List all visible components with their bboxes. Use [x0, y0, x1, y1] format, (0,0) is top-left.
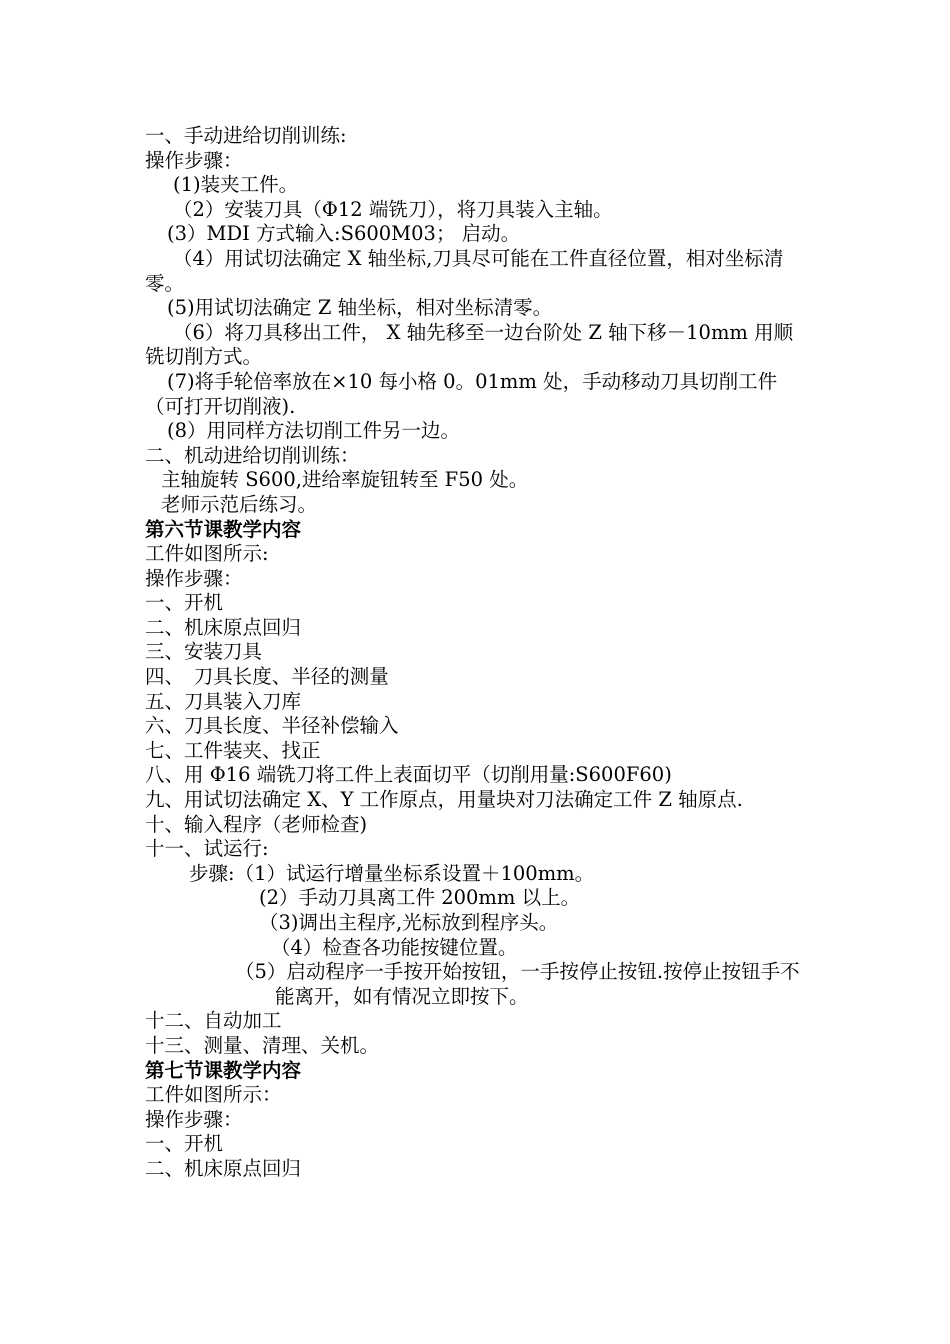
lesson-7-steps-label: 操作步骤：: [145, 1107, 243, 1131]
trial-run-step-2: (2）手动刀具离工件 200mm 以上。: [259, 886, 581, 910]
trial-run-step-5: （5）启动程序一手按开始按钮，一手按停止按钮.按停止按钮手不能离开，如有情况立即按下。: [235, 960, 800, 1008]
trial-run-step-4: （4）检查各功能按键位置。: [271, 935, 518, 959]
lesson-6-heading: 第六节课教学内容: [145, 517, 302, 541]
step-6: [145, 321, 810, 370]
lesson-6-item-3: 三、安装刀具: [145, 640, 263, 664]
lesson-6-item-8: 八、用 Φ16 端铣刀将工件上表面切平（切削用量:S600F60): [145, 763, 672, 787]
lesson-6-item-2: 二、机床原点回归: [145, 615, 302, 639]
step-2: （2）安装刀具（Φ12 端铣刀），将刀具装入主轴。: [173, 197, 613, 221]
step-8: (8）用同样方法切削工件另一边。: [167, 419, 461, 443]
step-1: (1)装夹工件。: [173, 173, 299, 197]
trial-run-step-3: （3)调出主程序,光标放到程序头。: [259, 911, 559, 934]
lesson-6-item-13: 十三、测量、清理、关机。: [145, 1033, 380, 1057]
auto-feed-practice: 老师示范后练习。: [161, 492, 318, 516]
lesson-6-item-5: 五、刀具装入刀库: [145, 689, 302, 713]
step-3: (3）MDI 方式输入:S600M03； 启动。: [167, 222, 521, 246]
lesson-6-item-7: 七、工件装夹、找正: [145, 738, 321, 762]
lesson-6-item-4: 四、 刀具长度、半径的测量: [145, 665, 389, 689]
section-title-manual-feed: 一、手动进给切削训练:: [145, 124, 347, 147]
step-5: (5)用试切法确定 Z 轴坐标，相对坐标清零。: [167, 296, 553, 320]
step-4-text: （4）用试切法确定 X 轴坐标,刀具尽可能在工件直径位置，相对坐标清零。: [145, 246, 784, 295]
lesson-6-item-11: 十一、试运行:: [145, 837, 269, 861]
lesson-7-item-2: 二、机床原点回归: [145, 1156, 302, 1180]
lesson-6-steps-label: 操作步骤：: [145, 566, 243, 590]
document-body: [145, 124, 810, 1182]
lesson-6-workpiece: 工件如图所示:: [145, 542, 269, 566]
lesson-7-workpiece: 工件如图所示：: [145, 1083, 282, 1107]
step-7-text: (7)将手轮倍率放在×10 每小格 0。01mm 处，手动移动刀具切削工件（可打开切削液).: [145, 369, 778, 418]
lesson-6-item-10: 十、输入程序（老师检查): [145, 812, 368, 836]
lesson-7-heading: 第七节课教学内容: [145, 1058, 302, 1082]
lesson-6-item-9: 九、用试切法确定 X、Y 工作原点，用量块对刀法确定工件 Z 轴原点.: [145, 788, 743, 812]
lesson-6-item-12: 十二、自动加工: [145, 1009, 282, 1033]
step-7: [145, 370, 810, 419]
section-title-auto-feed: 二、机动进给切削训练：: [145, 443, 360, 467]
auto-feed-spindle: 主轴旋转 S600,进给率旋钮转至 F50 处。: [161, 468, 529, 492]
steps-label: 操作步骤：: [145, 148, 243, 172]
lesson-7-item-1: 一、开机: [145, 1132, 224, 1156]
trial-run-step-1: 步骤:（1）试运行增量坐标系设置＋100mm。: [189, 861, 595, 885]
lesson-6-item-6: 六、刀具长度、半径补偿输入: [145, 714, 399, 738]
lesson-6-item-1: 一、开机: [145, 591, 224, 615]
step-4: [145, 247, 810, 296]
step-6-text: （6）将刀具移出工件， X 轴先移至一边台阶处 Z 轴下移－10mm 用顺铣切削方式。: [145, 320, 794, 369]
